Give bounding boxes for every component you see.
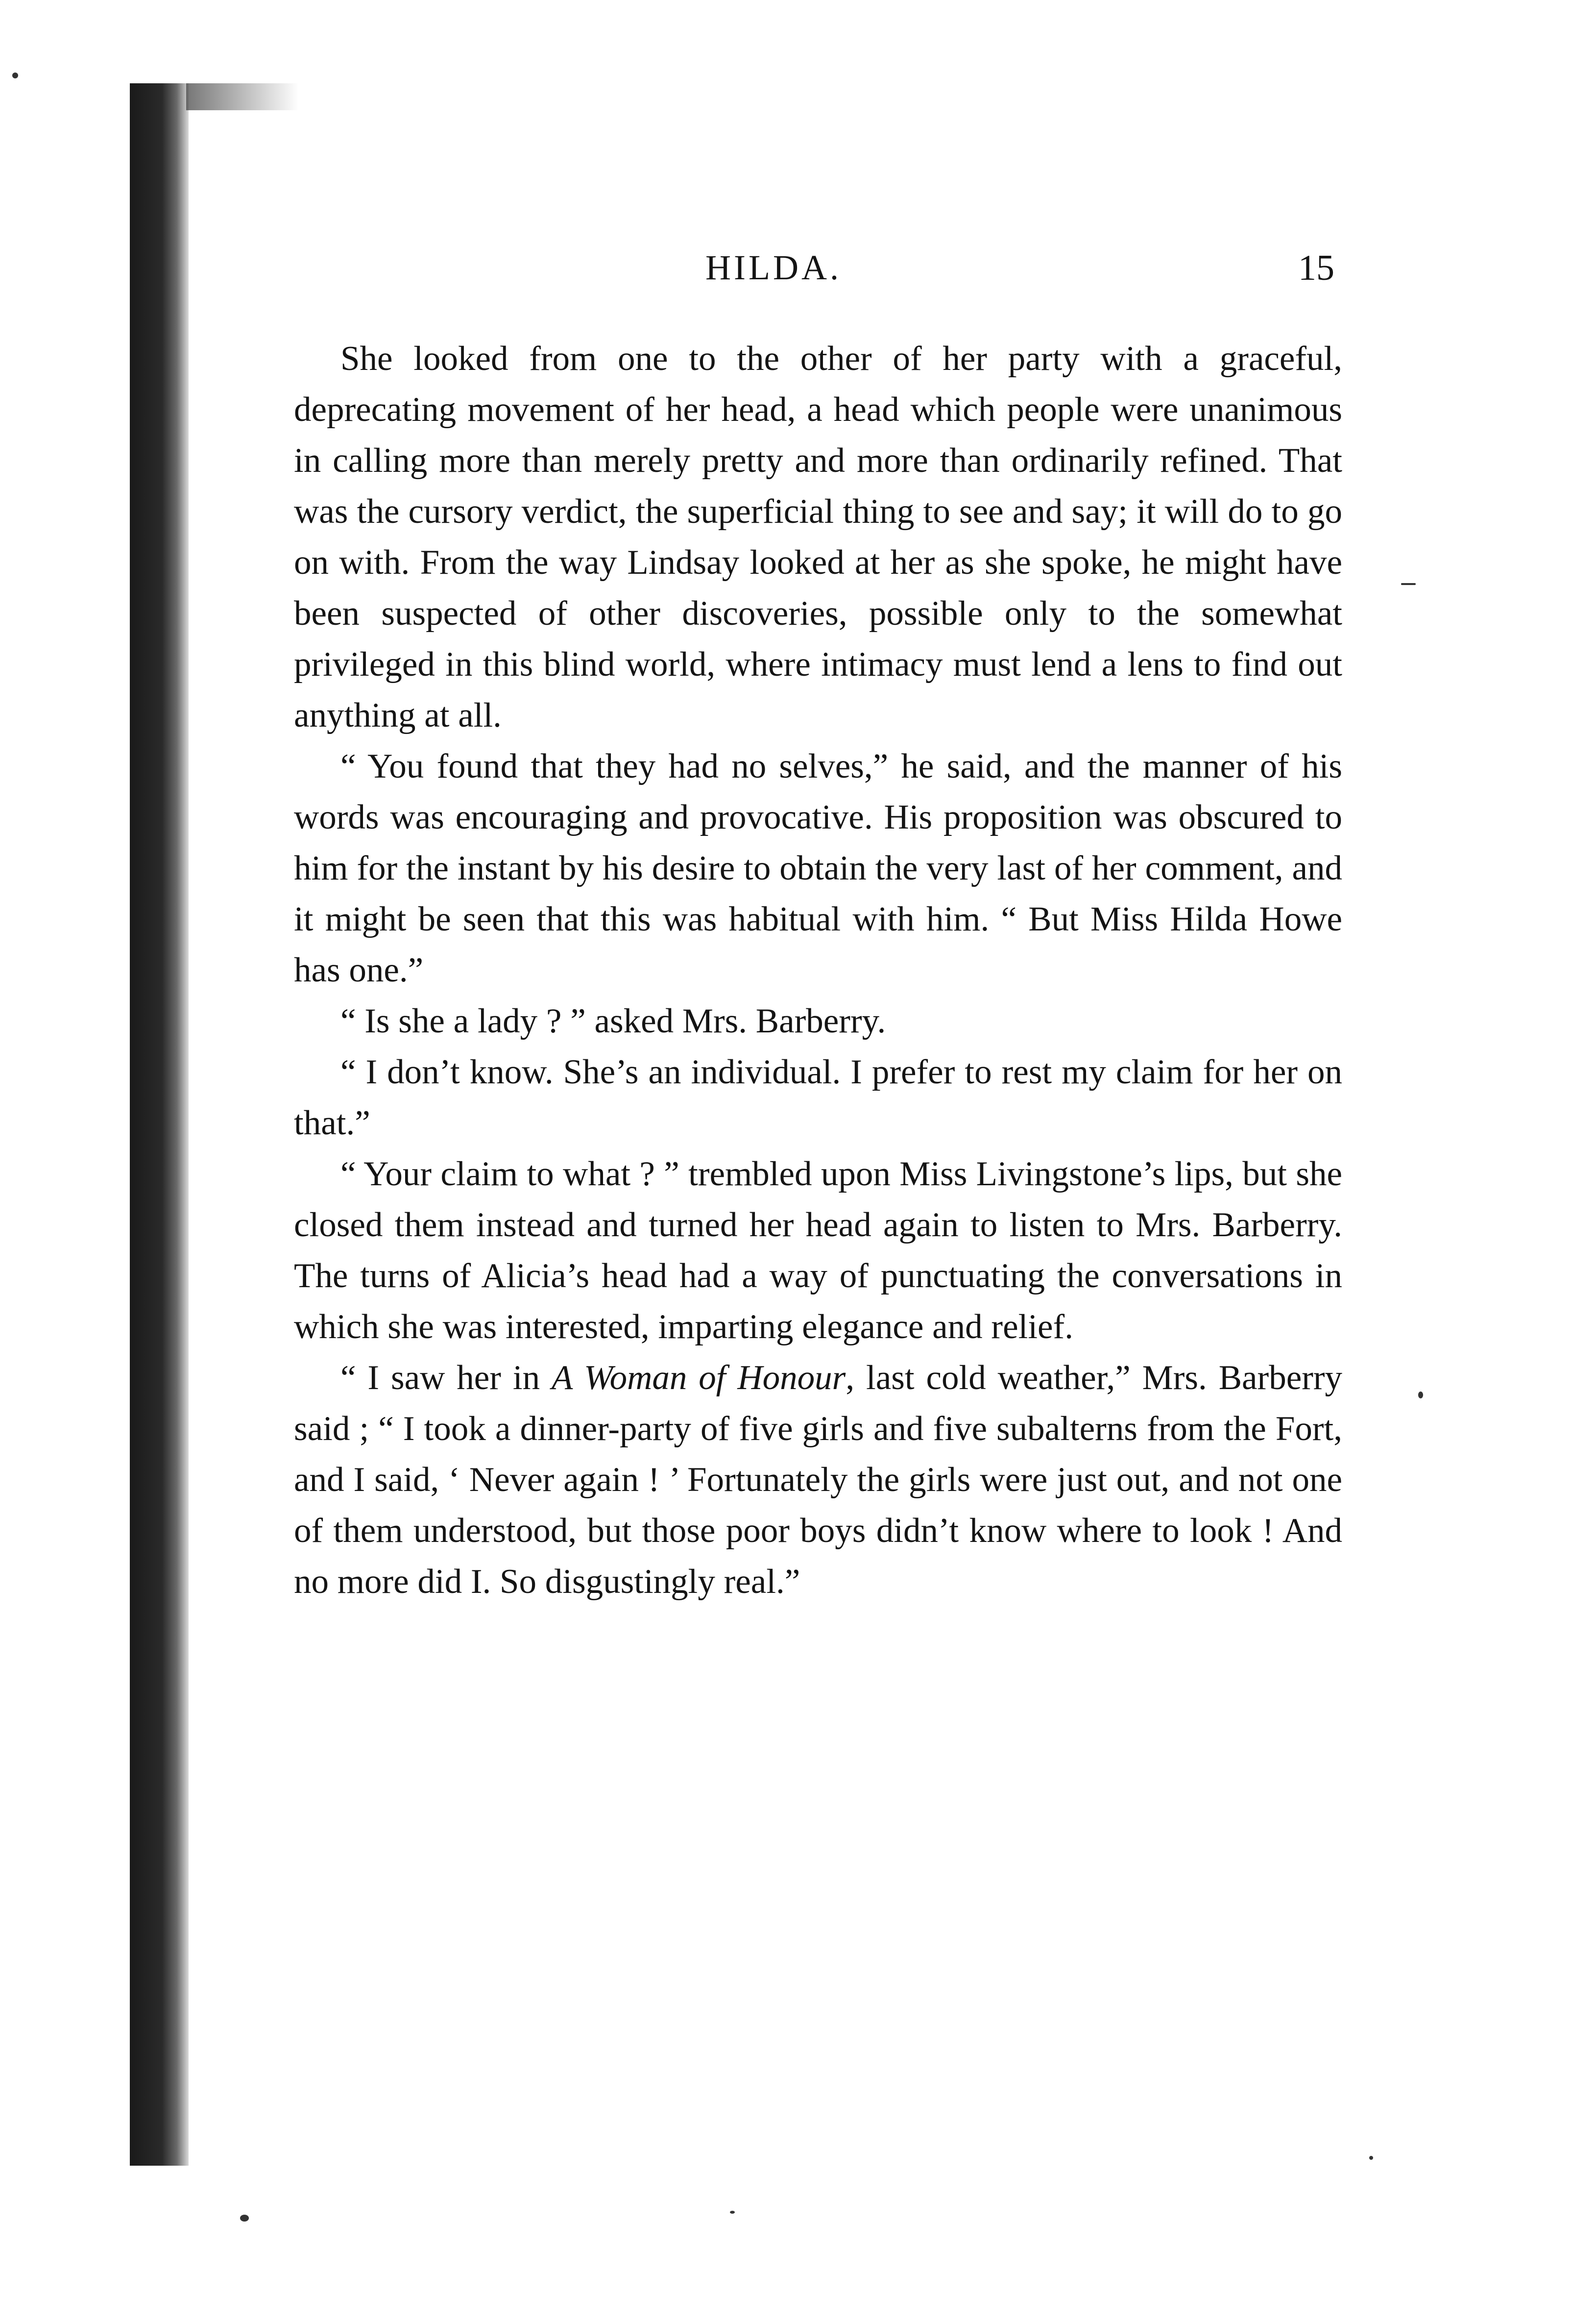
paragraph-text: “ I saw her in [340,1359,552,1397]
paragraph-text: , last cold weather,” Mrs. Barberry said ; “ I took a dinner-party of five girls and five subalterns from the Fort, and I said, ‘ Never again ! ’ Fortunately the girls were just out, and not one of them understood, but those poor boys didn’t know where to look ! And no more did I. So disgustingly real.” [294,1359,1343,1601]
paragraph: She looked from one to the other of her party with a graceful, deprecating movement of her head, a head which people were unanimous in calling more than merely pretty and more than ordinarily refined. That was the cursory verdict, the superficial thing to see and say; it will do to go on with. From the way Lindsay looked at her as she spoke, he might have been suspected of other discoveries, possible only to the somewhat privileged in this blind world, where intimacy must lend a lens to find out anything at all. [294,340,1342,734]
scan-speck [240,2215,249,2222]
scan-speck [1401,583,1416,585]
scan-speck [730,2211,735,2214]
page-number: 15 [1298,248,1334,288]
paragraph: “ You found that they had no selves,” he said, and the manner of his words was encouraging and provocative. His proposition was obscured to him for the instant by his desire to obtain the very last of her comment, and it might be seen that this was habitual with him. “ But Miss Hilda Howe has one.” [294,747,1342,989]
body-text [294,333,1342,1607]
scan-speck [12,73,18,78]
scan-speck [1418,1392,1423,1398]
running-title: HILDA. [705,248,842,287]
play-title: A Woman of Honour [551,1359,846,1397]
paragraph [294,1352,1342,1607]
binding-shadow [130,83,189,2166]
paragraph: “ Your claim to what ? ” trembled upon Miss Livingstone’s lips, but she closed them instead and turned her head again to listen to Mrs. Barberry. The turns of Alicia’s head had a way of punctuating the conversations in which she was interested, imparting elegance and relief. [294,1155,1342,1346]
paragraph: “ Is she a lady ? ” asked Mrs. Barberry. [340,1002,886,1040]
scan-speck [1369,2156,1373,2160]
running-head [294,247,1334,306]
binding-edge-smudge [186,83,299,110]
paragraph: “ I don’t know. She’s an individual. I prefer to rest my claim for her on that.” [294,1053,1342,1142]
